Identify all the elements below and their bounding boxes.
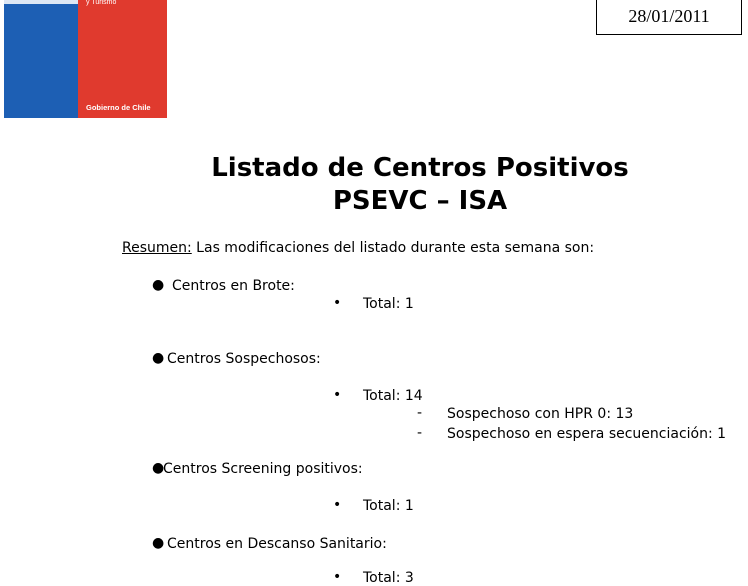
section-heading-brote: Centros en Brote: xyxy=(172,278,295,294)
section-total-sospechosos: Total: 14 xyxy=(363,388,423,404)
section-total-descanso: Total: 3 xyxy=(363,570,414,586)
small-bullet-icon: • xyxy=(333,569,342,585)
section-total-screening: Total: 1 xyxy=(363,498,414,514)
summary-line xyxy=(122,240,594,256)
summary-label: Resumen: xyxy=(122,240,192,256)
title-line-1: Listado de Centros Positivos xyxy=(211,153,629,183)
bullet-icon: ● xyxy=(152,350,165,366)
dash-icon: - xyxy=(417,405,423,421)
summary-text: Las modificaciones del listado durante esta semana son: xyxy=(191,240,595,256)
bullet-icon: ● xyxy=(152,277,165,293)
logo-top-line xyxy=(4,0,78,4)
section-heading-sospechosos: Centros Sospechosos: xyxy=(167,351,321,367)
small-bullet-icon: • xyxy=(333,497,342,513)
date-box: 28/01/2011 xyxy=(596,0,742,35)
bullet-icon: ● xyxy=(152,535,165,551)
logo-red-panel xyxy=(78,0,167,118)
government-logo xyxy=(4,0,167,118)
section-heading-descanso: Centros en Descanso Sanitario: xyxy=(167,536,387,552)
section-total-brote: Total: 1 xyxy=(363,296,414,312)
section-heading-screening: Centros Screening positivos: xyxy=(163,461,363,477)
document-title xyxy=(0,152,748,218)
logo-government-text: Gobierno de Chile xyxy=(86,103,151,112)
logo-blue-panel xyxy=(4,0,78,118)
dash-icon: - xyxy=(417,425,423,441)
title-line-2: PSEVC – ISA xyxy=(332,186,508,216)
small-bullet-icon: • xyxy=(333,387,342,403)
bullet-icon: ● xyxy=(152,460,165,476)
detail-hpr0: Sospechoso con HPR 0: 13 xyxy=(447,406,634,422)
small-bullet-icon: • xyxy=(333,295,342,311)
detail-secuenciacion: Sospechoso en espera secuenciación: 1 xyxy=(447,426,727,442)
logo-ministry-text: y Turismo xyxy=(86,0,117,6)
